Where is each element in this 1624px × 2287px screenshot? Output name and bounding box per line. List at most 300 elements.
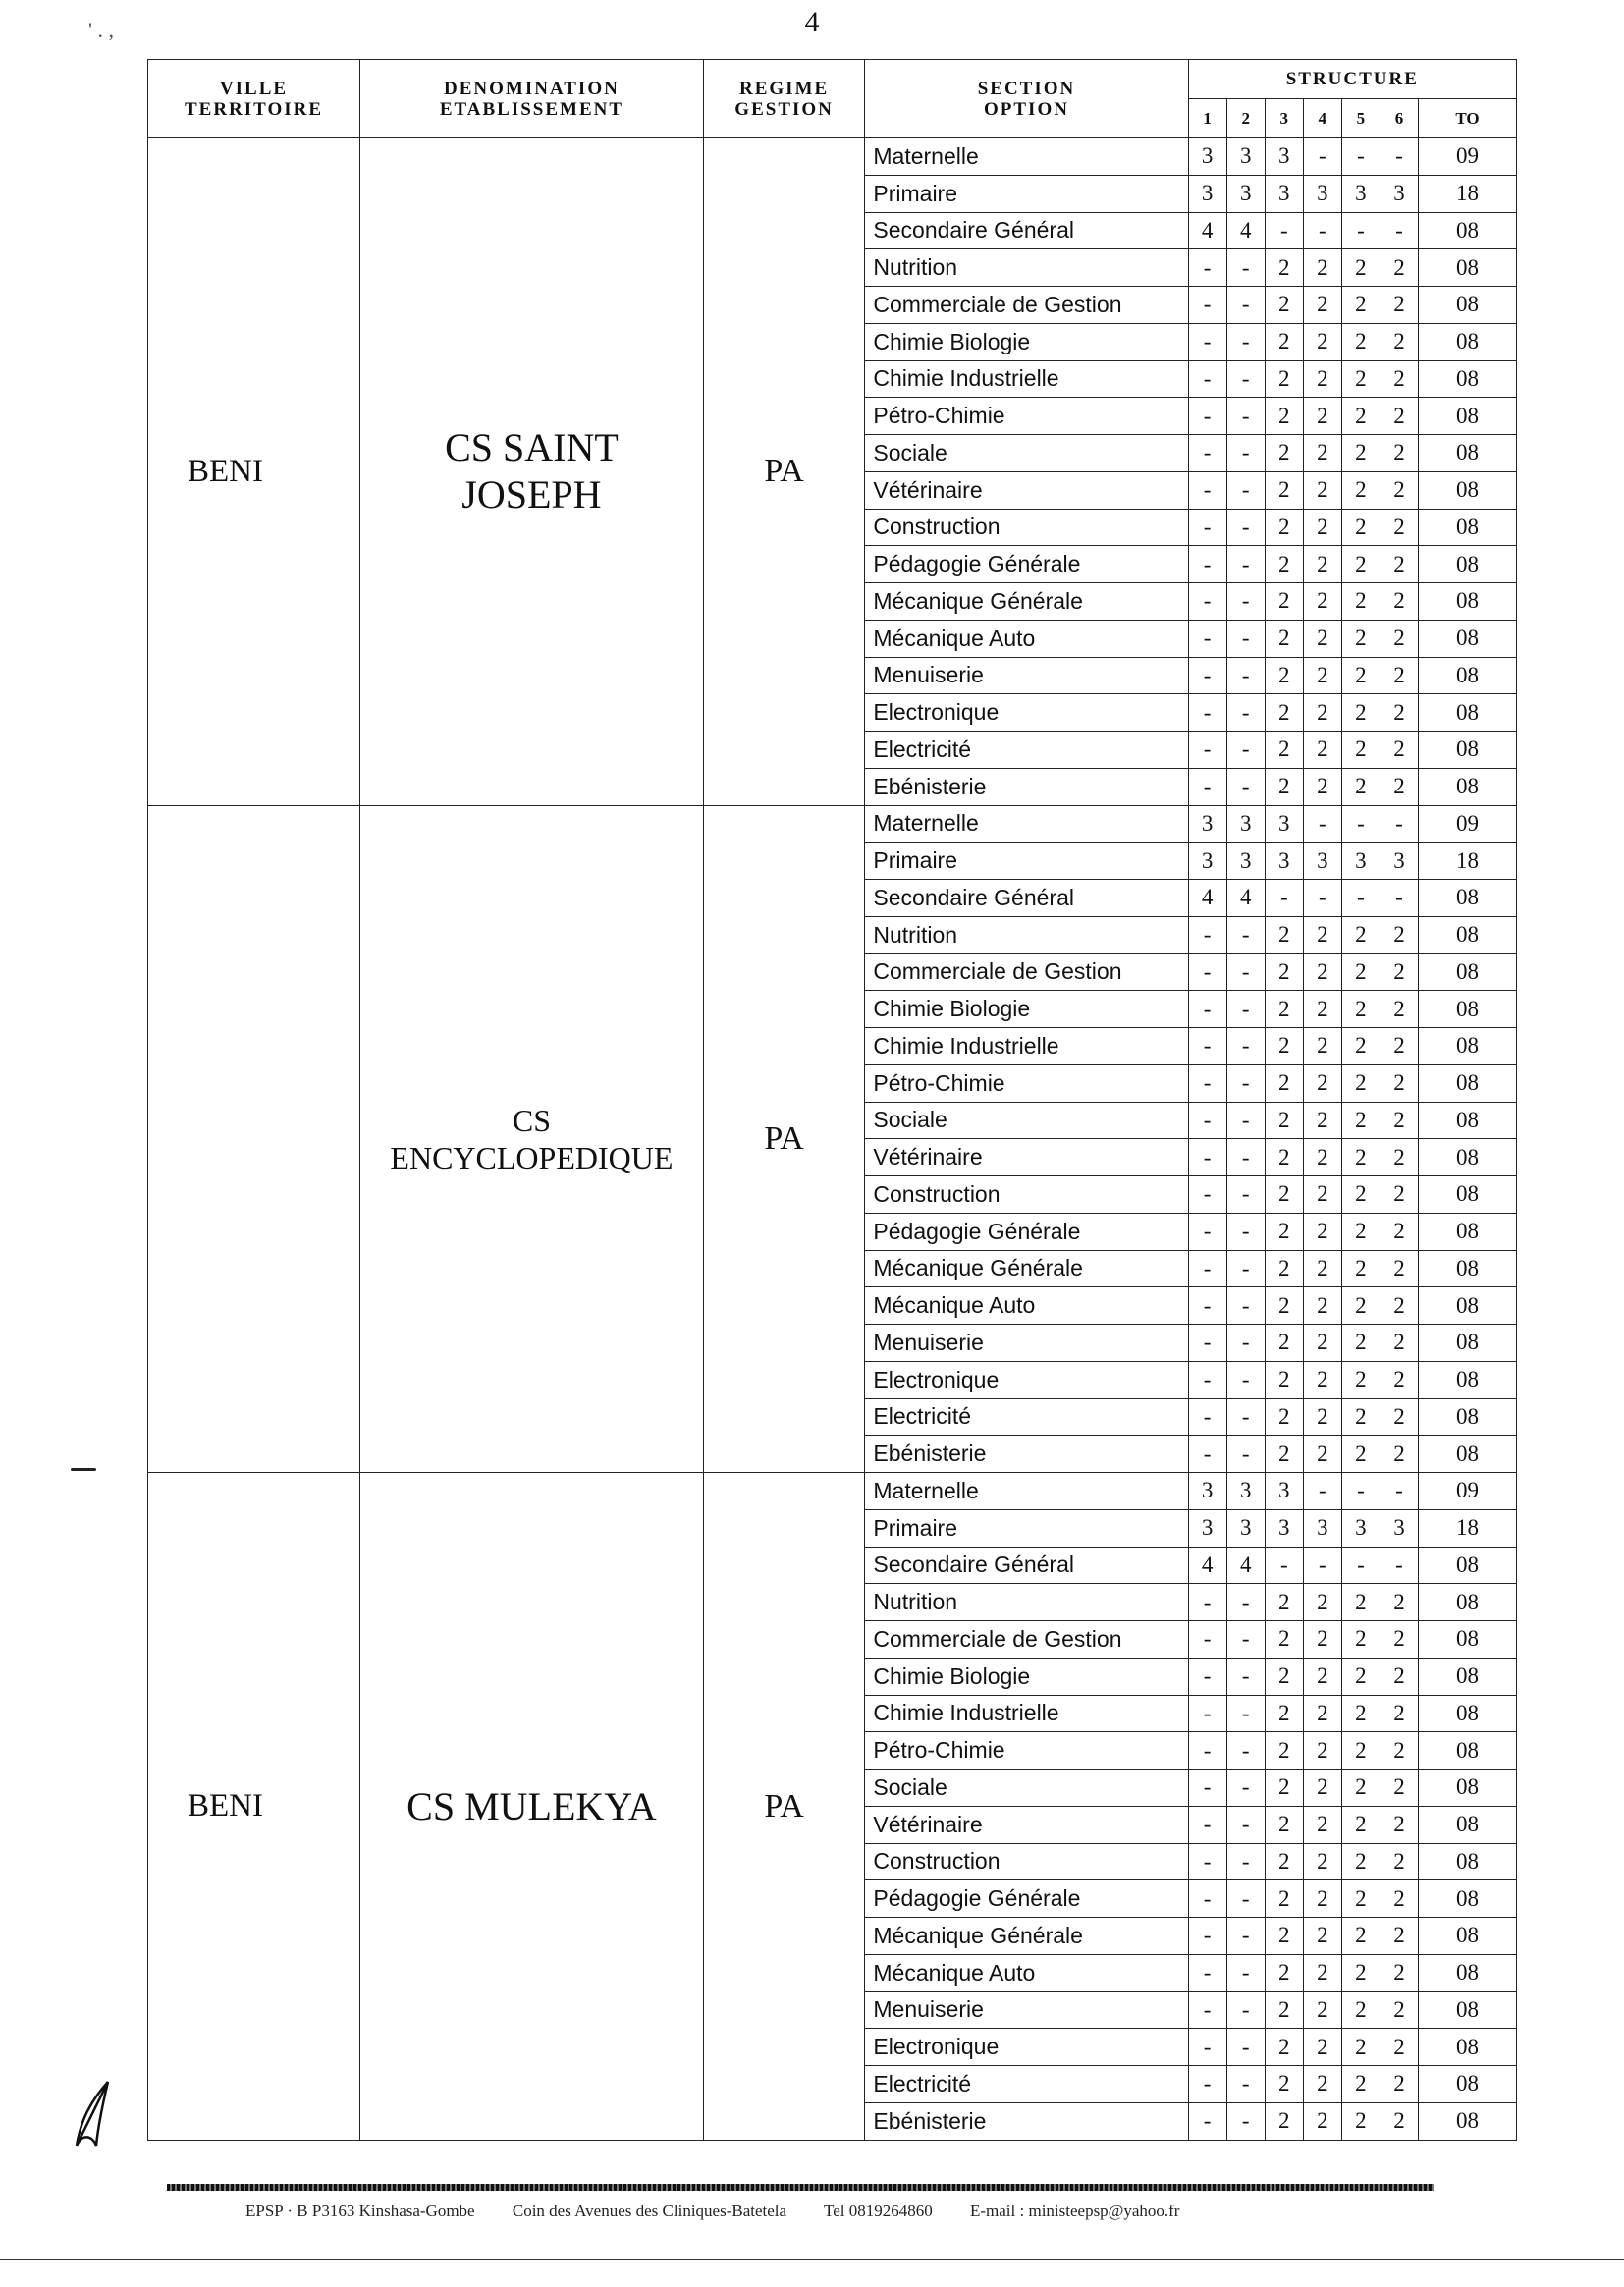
structure-cell-2: -	[1226, 1806, 1265, 1843]
option-cell: Mécanique Auto	[865, 1287, 1188, 1325]
structure-cell-4: -	[1303, 212, 1341, 249]
structure-cell-5: 2	[1341, 2066, 1380, 2103]
structure-cell-4: 2	[1303, 1176, 1341, 1214]
structure-cell-2: -	[1226, 694, 1265, 732]
structure-cell-5: 2	[1341, 509, 1380, 546]
structure-cell-5: 2	[1341, 323, 1380, 360]
total-cell: 08	[1419, 1287, 1517, 1325]
total-cell: 08	[1419, 398, 1517, 435]
total-cell: 08	[1419, 1658, 1517, 1695]
structure-cell-1: 3	[1188, 1473, 1226, 1510]
total-cell: 08	[1419, 471, 1517, 509]
structure-cell-4: 2	[1303, 916, 1341, 953]
structure-cell-3: 2	[1265, 2029, 1303, 2066]
structure-cell-4: 2	[1303, 1398, 1341, 1436]
structure-cell-1: -	[1188, 2029, 1226, 2066]
structure-cell-3: 2	[1265, 1102, 1303, 1139]
option-cell: Electricité	[865, 732, 1188, 769]
structure-cell-5: -	[1341, 805, 1380, 843]
structure-cell-5: 2	[1341, 1621, 1380, 1659]
structure-cell-4: 2	[1303, 546, 1341, 583]
total-cell: 08	[1419, 1436, 1517, 1473]
structure-cell-1: -	[1188, 249, 1226, 287]
structure-cell-2: -	[1226, 1250, 1265, 1287]
structure-cell-6: 2	[1380, 1028, 1418, 1065]
total-cell: 08	[1419, 1102, 1517, 1139]
structure-cell-2: -	[1226, 1325, 1265, 1362]
structure-cell-3: 2	[1265, 1176, 1303, 1214]
total-cell: 08	[1419, 768, 1517, 805]
footer-address: EPSP · B P3163 Kinshasa-Gombe	[245, 2202, 475, 2220]
establishment-name-line: CS	[512, 1102, 551, 1138]
structure-cell-3: -	[1265, 880, 1303, 917]
total-cell: 08	[1419, 1880, 1517, 1918]
structure-cell-5: 2	[1341, 287, 1380, 324]
page-number: 4	[804, 6, 820, 38]
total-cell: 08	[1419, 620, 1517, 657]
total-cell: 08	[1419, 1139, 1517, 1176]
structure-cell-4: 2	[1303, 768, 1341, 805]
option-cell: Pétro-Chimie	[865, 1732, 1188, 1770]
ville-cell: BENI	[148, 138, 360, 806]
structure-cell-3: 2	[1265, 953, 1303, 991]
structure-cell-5: 2	[1341, 916, 1380, 953]
total-cell: 08	[1419, 880, 1517, 917]
structure-cell-2: 3	[1226, 1509, 1265, 1547]
footer-location: Coin des Avenues des Cliniques-Batetela	[512, 2202, 787, 2220]
structure-cell-6: 2	[1380, 1213, 1418, 1250]
structure-cell-3: 2	[1265, 583, 1303, 621]
structure-cell-4: 2	[1303, 657, 1341, 694]
option-cell: Sociale	[865, 1770, 1188, 1807]
structure-cell-4: 2	[1303, 1695, 1341, 1732]
option-cell: Nutrition	[865, 249, 1188, 287]
structure-cell-6: 2	[1380, 1770, 1418, 1807]
structure-cell-4: 2	[1303, 1954, 1341, 1991]
total-cell: 08	[1419, 546, 1517, 583]
structure-cell-1: -	[1188, 1954, 1226, 1991]
total-cell: 08	[1419, 360, 1517, 398]
structure-cell-1: -	[1188, 1732, 1226, 1770]
header-section-line-1: SECTION	[977, 78, 1076, 99]
structure-cell-5: 2	[1341, 2102, 1380, 2140]
structure-cell-1: -	[1188, 1880, 1226, 1918]
total-cell: 08	[1419, 1621, 1517, 1659]
structure-cell-1: -	[1188, 583, 1226, 621]
structure-cell-2: -	[1226, 1770, 1265, 1807]
header-year-6: 6	[1380, 99, 1418, 138]
structure-cell-4: 2	[1303, 1325, 1341, 1362]
structure-cell-5: 2	[1341, 768, 1380, 805]
establishment-name-line: JOSEPH	[461, 472, 602, 517]
structure-cell-6: 2	[1380, 991, 1418, 1028]
structure-cell-3: 3	[1265, 175, 1303, 212]
total-cell: 18	[1419, 843, 1517, 880]
structure-cell-3: 2	[1265, 509, 1303, 546]
structure-cell-4: 2	[1303, 1918, 1341, 1955]
header-year-3: 3	[1265, 99, 1303, 138]
structure-cell-6: -	[1380, 138, 1418, 176]
structure-cell-6: 2	[1380, 249, 1418, 287]
structure-cell-5: 2	[1341, 398, 1380, 435]
structure-cell-2: -	[1226, 953, 1265, 991]
structure-cell-1: -	[1188, 2102, 1226, 2140]
total-cell: 08	[1419, 991, 1517, 1028]
structure-cell-6: 2	[1380, 509, 1418, 546]
structure-cell-2: -	[1226, 1732, 1265, 1770]
total-cell: 09	[1419, 138, 1517, 176]
structure-cell-5: 2	[1341, 1064, 1380, 1102]
total-cell: 08	[1419, 1918, 1517, 1955]
structure-cell-6: 2	[1380, 1176, 1418, 1214]
structure-cell-6: 2	[1380, 1843, 1418, 1880]
structure-cell-2: 4	[1226, 212, 1265, 249]
structure-cell-1: -	[1188, 1028, 1226, 1065]
total-cell: 08	[1419, 1176, 1517, 1214]
option-cell: Ebénisterie	[865, 768, 1188, 805]
structure-cell-3: 2	[1265, 1213, 1303, 1250]
total-cell: 08	[1419, 732, 1517, 769]
header-regime-line-1: REGIME	[739, 78, 830, 99]
option-cell: Nutrition	[865, 916, 1188, 953]
regime-cell: PA	[703, 138, 865, 806]
structure-cell-2: -	[1226, 916, 1265, 953]
structure-cell-1: 4	[1188, 212, 1226, 249]
structure-cell-2: -	[1226, 1436, 1265, 1473]
structure-cell-4: 2	[1303, 1436, 1341, 1473]
structure-cell-5: 2	[1341, 1695, 1380, 1732]
structure-cell-5: 2	[1341, 471, 1380, 509]
structure-cell-6: 2	[1380, 1361, 1418, 1398]
option-cell: Chimie Biologie	[865, 1658, 1188, 1695]
structure-cell-2: -	[1226, 732, 1265, 769]
structure-cell-5: 2	[1341, 657, 1380, 694]
structure-cell-2: -	[1226, 1918, 1265, 1955]
structure-cell-1: -	[1188, 471, 1226, 509]
option-cell: Electricité	[865, 2066, 1188, 2103]
structure-cell-5: 2	[1341, 1139, 1380, 1176]
structure-cell-2: 3	[1226, 1473, 1265, 1510]
structure-cell-1: -	[1188, 694, 1226, 732]
structure-cell-2: -	[1226, 1584, 1265, 1621]
structure-cell-6: 2	[1380, 1880, 1418, 1918]
structure-cell-5: 2	[1341, 1250, 1380, 1287]
structure-cell-2: 3	[1226, 138, 1265, 176]
structure-cell-2: -	[1226, 1991, 1265, 2029]
structure-cell-1: -	[1188, 657, 1226, 694]
structure-cell-3: 2	[1265, 398, 1303, 435]
structure-cell-1: -	[1188, 991, 1226, 1028]
structure-cell-5: 2	[1341, 1287, 1380, 1325]
structure-cell-5: 2	[1341, 732, 1380, 769]
structure-cell-1: -	[1188, 1102, 1226, 1139]
structure-cell-6: -	[1380, 805, 1418, 843]
structure-cell-2: -	[1226, 323, 1265, 360]
structure-cell-1: -	[1188, 916, 1226, 953]
structure-cell-5: 2	[1341, 953, 1380, 991]
total-cell: 08	[1419, 1695, 1517, 1732]
structure-cell-2: -	[1226, 620, 1265, 657]
structure-cell-1: -	[1188, 1806, 1226, 1843]
structure-cell-3: 2	[1265, 1695, 1303, 1732]
structure-cell-1: -	[1188, 1361, 1226, 1398]
total-cell: 08	[1419, 1361, 1517, 1398]
total-cell: 08	[1419, 916, 1517, 953]
structure-cell-1: -	[1188, 398, 1226, 435]
option-cell: Chimie Biologie	[865, 323, 1188, 360]
establishment-name	[360, 805, 704, 1473]
structure-cell-1: -	[1188, 953, 1226, 991]
establishment-name	[360, 1473, 704, 2141]
structure-cell-1: -	[1188, 1398, 1226, 1436]
option-cell: Secondaire Général	[865, 880, 1188, 917]
total-cell: 08	[1419, 1732, 1517, 1770]
option-cell: Mécanique Auto	[865, 620, 1188, 657]
option-cell: Nutrition	[865, 1584, 1188, 1621]
structure-cell-2: -	[1226, 509, 1265, 546]
structure-cell-6: 2	[1380, 657, 1418, 694]
structure-cell-6: 2	[1380, 1139, 1418, 1176]
structure-cell-2: -	[1226, 583, 1265, 621]
structure-cell-6: 2	[1380, 694, 1418, 732]
structure-cell-3: 2	[1265, 1621, 1303, 1659]
total-cell: 08	[1419, 657, 1517, 694]
option-cell: Sociale	[865, 1102, 1188, 1139]
ville-cell: BENI	[148, 1473, 360, 2141]
structure-cell-3: 2	[1265, 657, 1303, 694]
structure-cell-2: -	[1226, 249, 1265, 287]
option-cell: Ebénisterie	[865, 1436, 1188, 1473]
structure-cell-6: 2	[1380, 287, 1418, 324]
structure-cell-1: 3	[1188, 805, 1226, 843]
total-cell: 08	[1419, 1547, 1517, 1584]
structure-cell-3: 2	[1265, 435, 1303, 472]
structure-cell-2: 3	[1226, 843, 1265, 880]
total-cell: 08	[1419, 2102, 1517, 2140]
structure-cell-4: 2	[1303, 1880, 1341, 1918]
total-cell: 08	[1419, 1325, 1517, 1362]
structure-cell-6: 2	[1380, 2066, 1418, 2103]
structure-cell-1: -	[1188, 1658, 1226, 1695]
structure-cell-2: 4	[1226, 1547, 1265, 1584]
structure-cell-6: 2	[1380, 1250, 1418, 1287]
structure-cell-1: -	[1188, 620, 1226, 657]
structure-cell-1: -	[1188, 1139, 1226, 1176]
total-cell: 08	[1419, 1770, 1517, 1807]
total-cell: 08	[1419, 1064, 1517, 1102]
structure-cell-5: 2	[1341, 360, 1380, 398]
table-row	[148, 138, 1517, 176]
structure-cell-5: 2	[1341, 991, 1380, 1028]
structure-cell-2: -	[1226, 1064, 1265, 1102]
regime-cell: PA	[703, 805, 865, 1473]
structure-cell-2: -	[1226, 1658, 1265, 1695]
structure-cell-3: 2	[1265, 287, 1303, 324]
structure-cell-6: 2	[1380, 471, 1418, 509]
header-structure: STRUCTURE	[1188, 60, 1516, 99]
structure-cell-5: 2	[1341, 1584, 1380, 1621]
structure-cell-5: 2	[1341, 694, 1380, 732]
total-cell: 08	[1419, 323, 1517, 360]
option-cell: Vétérinaire	[865, 471, 1188, 509]
structure-cell-6: 2	[1380, 2029, 1418, 2066]
signature-mark	[69, 2062, 137, 2151]
structure-cell-2: -	[1226, 1880, 1265, 1918]
structure-cell-1: -	[1188, 1064, 1226, 1102]
structure-cell-1: -	[1188, 1770, 1226, 1807]
structure-cell-3: 2	[1265, 1880, 1303, 1918]
structure-cell-3: 2	[1265, 1954, 1303, 1991]
structure-cell-3: 2	[1265, 1250, 1303, 1287]
structure-cell-6: 2	[1380, 546, 1418, 583]
structure-cell-4: 2	[1303, 620, 1341, 657]
total-cell: 08	[1419, 1954, 1517, 1991]
structure-cell-5: 2	[1341, 1880, 1380, 1918]
structure-cell-2: -	[1226, 1398, 1265, 1436]
structure-cell-2: -	[1226, 1287, 1265, 1325]
option-cell: Electronique	[865, 1361, 1188, 1398]
total-cell: 08	[1419, 212, 1517, 249]
structure-cell-5: -	[1341, 212, 1380, 249]
structure-cell-6: 2	[1380, 1732, 1418, 1770]
total-cell: 08	[1419, 1250, 1517, 1287]
total-cell: 09	[1419, 1473, 1517, 1510]
structure-cell-2: 3	[1226, 175, 1265, 212]
structure-cell-2: -	[1226, 360, 1265, 398]
structure-cell-5: 2	[1341, 1658, 1380, 1695]
structure-cell-6: -	[1380, 212, 1418, 249]
structure-cell-3: 2	[1265, 1806, 1303, 1843]
structure-cell-4: 2	[1303, 1732, 1341, 1770]
structure-cell-3: 3	[1265, 1509, 1303, 1547]
structure-cell-1: -	[1188, 1918, 1226, 1955]
structure-cell-5: 2	[1341, 1806, 1380, 1843]
option-cell: Pédagogie Générale	[865, 1213, 1188, 1250]
structure-cell-3: 2	[1265, 1991, 1303, 2029]
structure-cell-1: -	[1188, 1621, 1226, 1659]
total-cell: 08	[1419, 1991, 1517, 2029]
structure-cell-3: 3	[1265, 1473, 1303, 1510]
structure-cell-5: 2	[1341, 620, 1380, 657]
structure-cell-2: -	[1226, 1361, 1265, 1398]
establishment-name-line: CS SAINT	[445, 425, 619, 470]
structure-cell-6: 2	[1380, 360, 1418, 398]
structure-cell-3: 2	[1265, 1325, 1303, 1362]
structure-cell-6: 2	[1380, 1436, 1418, 1473]
header-ville	[148, 60, 360, 138]
structure-cell-4: 2	[1303, 1102, 1341, 1139]
structure-cell-3: 2	[1265, 1064, 1303, 1102]
structure-cell-1: -	[1188, 323, 1226, 360]
structure-cell-1: 3	[1188, 138, 1226, 176]
option-cell: Electronique	[865, 2029, 1188, 2066]
structure-cell-1: -	[1188, 1584, 1226, 1621]
structure-cell-3: 2	[1265, 1732, 1303, 1770]
structure-cell-6: 2	[1380, 1287, 1418, 1325]
option-cell: Maternelle	[865, 805, 1188, 843]
structure-cell-4: 3	[1303, 175, 1341, 212]
structure-cell-4: 2	[1303, 1621, 1341, 1659]
structure-cell-3: -	[1265, 212, 1303, 249]
structure-cell-6: 3	[1380, 175, 1418, 212]
header-regime	[703, 60, 865, 138]
total-cell: 08	[1419, 1584, 1517, 1621]
structure-cell-1: -	[1188, 1213, 1226, 1250]
option-cell: Commerciale de Gestion	[865, 953, 1188, 991]
structure-cell-6: 2	[1380, 953, 1418, 991]
footer-phone: Tel 0819264860	[824, 2202, 933, 2220]
total-cell: 08	[1419, 2029, 1517, 2066]
structure-cell-4: 2	[1303, 694, 1341, 732]
structure-cell-4: 2	[1303, 471, 1341, 509]
option-cell: Pédagogie Générale	[865, 546, 1188, 583]
structure-cell-2: -	[1226, 435, 1265, 472]
structure-cell-4: 2	[1303, 398, 1341, 435]
structure-cell-3: 2	[1265, 323, 1303, 360]
structure-cell-4: 2	[1303, 1843, 1341, 1880]
bottom-rule	[0, 2259, 1624, 2260]
structure-cell-2: -	[1226, 287, 1265, 324]
structure-cell-2: 4	[1226, 880, 1265, 917]
structure-cell-4: 2	[1303, 732, 1341, 769]
structure-cell-5: 2	[1341, 1843, 1380, 1880]
structure-cell-5: 2	[1341, 1954, 1380, 1991]
margin-mark	[71, 1468, 96, 1471]
establishment-name-line: ENCYCLOPEDIQUE	[390, 1139, 674, 1175]
structure-cell-3: 2	[1265, 1436, 1303, 1473]
structure-cell-2: -	[1226, 2066, 1265, 2103]
header-section	[865, 60, 1188, 138]
structure-cell-2: -	[1226, 991, 1265, 1028]
total-cell: 08	[1419, 435, 1517, 472]
structure-cell-1: -	[1188, 2066, 1226, 2103]
structure-cell-4: 2	[1303, 1139, 1341, 1176]
total-cell: 08	[1419, 509, 1517, 546]
structure-cell-5: 2	[1341, 1176, 1380, 1214]
header-denomination-line-2: ETABLISSEMENT	[439, 98, 624, 120]
option-cell: Construction	[865, 1843, 1188, 1880]
total-cell: 08	[1419, 1843, 1517, 1880]
structure-cell-3: 3	[1265, 843, 1303, 880]
structure-cell-6: 3	[1380, 843, 1418, 880]
option-cell: Secondaire Général	[865, 212, 1188, 249]
header-ville-line-1: VILLE	[219, 78, 289, 99]
option-cell: Secondaire Général	[865, 1547, 1188, 1584]
structure-cell-1: -	[1188, 768, 1226, 805]
option-cell: Primaire	[865, 175, 1188, 212]
structure-cell-2: -	[1226, 1176, 1265, 1214]
structure-cell-4: 2	[1303, 2029, 1341, 2066]
establishment-name-line: CS MULEKYA	[406, 1783, 657, 1828]
structure-cell-6: 2	[1380, 398, 1418, 435]
structure-cell-4: 2	[1303, 1584, 1341, 1621]
structure-cell-4: 2	[1303, 1770, 1341, 1807]
option-cell: Primaire	[865, 843, 1188, 880]
option-cell: Vétérinaire	[865, 1806, 1188, 1843]
structure-cell-4: 2	[1303, 360, 1341, 398]
ville-cell	[148, 805, 360, 1473]
option-cell: Menuiserie	[865, 657, 1188, 694]
structure-cell-6: 2	[1380, 1621, 1418, 1659]
structure-cell-4: 2	[1303, 509, 1341, 546]
header-denomination	[360, 60, 704, 138]
total-cell: 08	[1419, 1213, 1517, 1250]
structure-cell-2: -	[1226, 471, 1265, 509]
structure-cell-4: 2	[1303, 435, 1341, 472]
structure-cell-4: 2	[1303, 953, 1341, 991]
structure-cell-1: 3	[1188, 175, 1226, 212]
structure-cell-3: 2	[1265, 360, 1303, 398]
